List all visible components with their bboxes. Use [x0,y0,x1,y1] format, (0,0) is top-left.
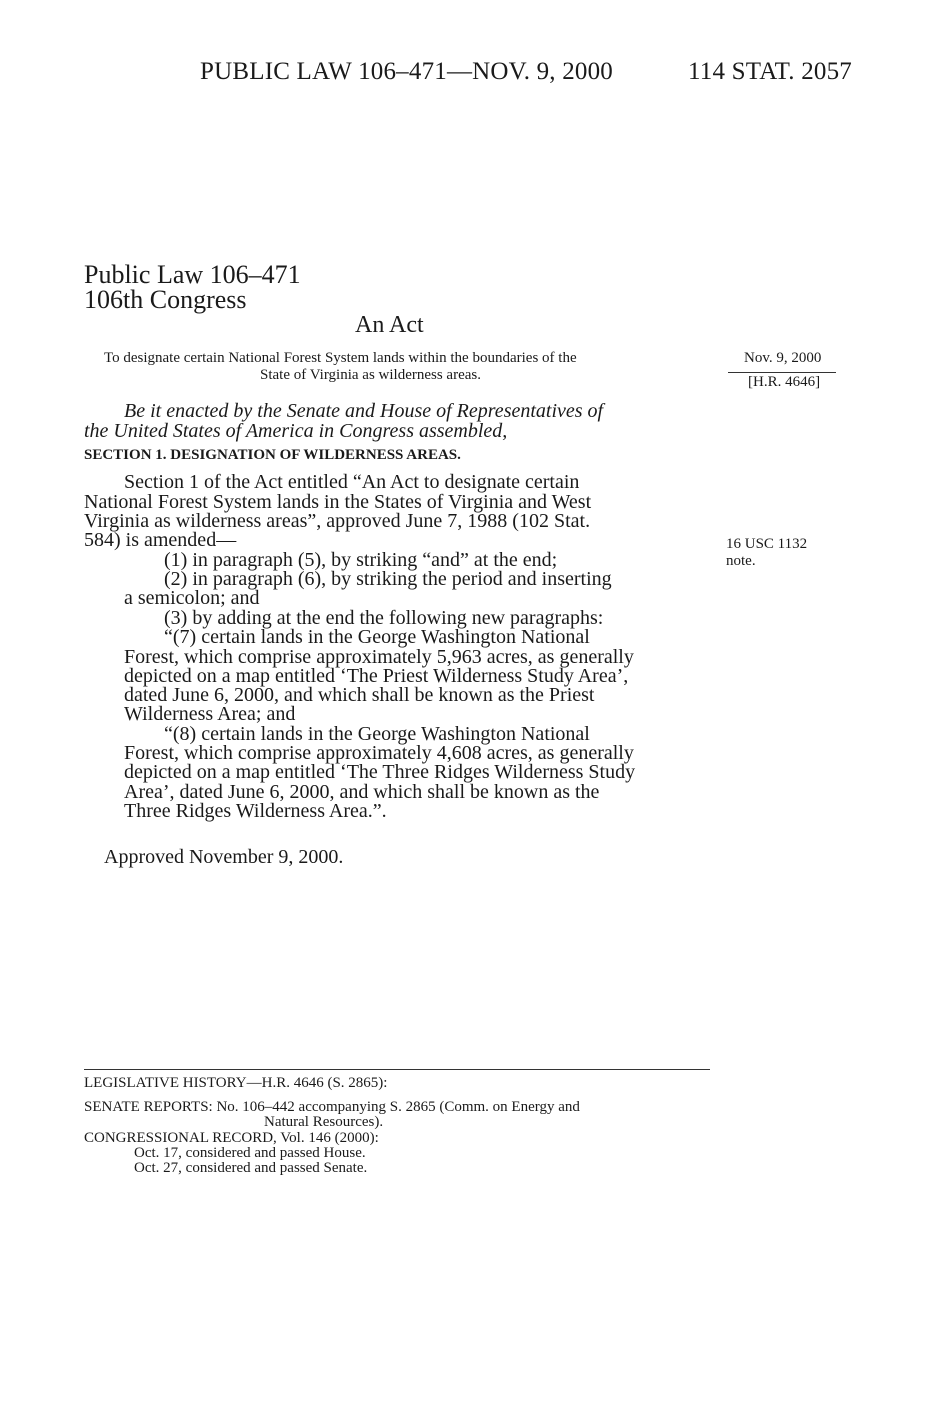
house-action: Oct. 17, considered and passed House. [134,1145,366,1161]
enacting-clause: Be it enacted by the Senate and House of Representatives of [124,400,604,422]
margin-usc-citation: 16 USC 1132 [726,536,808,552]
paragraph-8-line: Three Ridges Wilderness Area.”. [124,800,387,822]
approval-date: Approved November 9, 2000. [104,846,344,868]
congress-label: 106th Congress [84,285,247,314]
running-head-page: 114 STAT. 2057 [688,58,852,85]
purpose-line: State of Virginia as wilderness areas. [260,367,481,383]
body-line: Virginia as wilderness areas”, approved June 7, 1988 (102 Stat. [84,510,591,532]
purpose-line: To designate certain National Forest System lands within the boundaries of the [104,350,577,366]
paragraph-7-line: Wilderness Area; and [124,703,296,725]
amendment-item-1: (1) in paragraph (5), by striking “and” at the end; [164,549,558,571]
paragraph-7-line: Forest, which comprise approximately 5,963 acres, as generally [124,646,634,668]
margin-note: note. [726,553,756,569]
paragraph-8-line: depicted on a map entitled ‘The Three Ridges Wilderness Study [124,761,636,783]
senate-reports: SENATE REPORTS: No. 106–442 accompanying S. 2865 (Comm. on Energy and [84,1099,580,1115]
paragraph-8-line: Area’, dated June 6, 2000, and which shall be known as the [124,781,600,803]
amendment-item-2-cont: a semicolon; and [124,587,260,609]
enacting-clause: the United States of America in Congress assembled, [84,420,508,442]
margin-bill-number: [H.R. 4646] [748,374,821,390]
paragraph-7-line: depicted on a map entitled ‘The Priest Wilderness Study Area’, [124,665,629,687]
senate-reports-cont: Natural Resources). [264,1114,384,1130]
body-line: Section 1 of the Act entitled “An Act to designate certain [124,471,580,493]
body-line: National Forest System lands in the States of Virginia and West [84,491,592,513]
congressional-record: CONGRESSIONAL RECORD, Vol. 146 (2000): [84,1130,379,1146]
paragraph-8-line: Forest, which comprise approximately 4,608 acres, as generally [124,742,634,764]
running-head-citation: PUBLIC LAW 106–471—NOV. 9, 2000 [200,58,614,85]
footnote-rule [84,1069,710,1070]
paragraph-7-line: “(7) certain lands in the George Washington National [164,626,590,648]
body-line: 584) is amended— [84,529,237,551]
paragraph-7-line: dated June 6, 2000, and which shall be known as the Priest [124,684,595,706]
paragraph-8-line: “(8) certain lands in the George Washington National [164,723,590,745]
legislative-history-heading: LEGISLATIVE HISTORY—H.R. 4646 (S. 2865): [84,1075,388,1091]
senate-action: Oct. 27, considered and passed Senate. [134,1160,368,1176]
amendment-item-2: (2) in paragraph (6), by striking the period and inserting [164,568,612,590]
margin-date: Nov. 9, 2000 [744,350,822,366]
amendment-item-3: (3) by adding at the end the following new paragraphs: [164,607,604,629]
public-law-number: Public Law 106–471 [84,260,301,289]
section-heading: SECTION 1. DESIGNATION OF WILDERNESS AREAS. [84,447,461,463]
margin-rule [728,372,836,373]
act-heading: An Act [355,312,424,338]
